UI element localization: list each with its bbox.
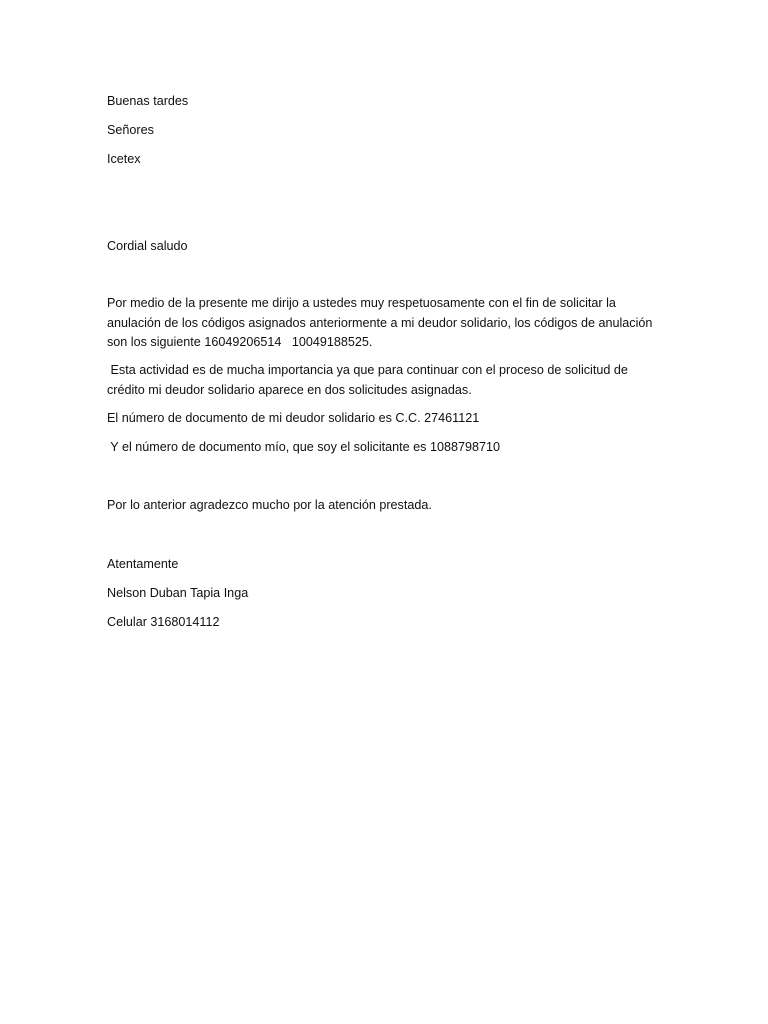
signature-name: Nelson Duban Tapia Inga [107,586,249,600]
cosigner-document: El número de documento de mi deudor solidario es C.C. 27461121 [107,411,480,425]
recipient-org: Icetex [107,152,141,166]
body-line: son los siguiente 16049206514 10049188525. [107,335,373,349]
greeting: Buenas tardes [107,94,189,108]
body-paragraph-request [107,294,667,353]
body-line: anulación de los códigos asignados anteriormente a mi deudor solidario, los códigos de anulación [107,315,653,330]
body-paragraph-importance [107,361,667,400]
body-line: Por medio de la presente me dirijo a ustedes muy respetuosamente con el fin de solicitar la [107,296,616,310]
recipient-title: Señores [107,123,154,137]
body-line: crédito mi deudor solidario aparece en dos solicitudes asignadas. [107,382,472,397]
applicant-document: Y el número de documento mío, que soy el solicitante es 1088798710 [107,440,501,454]
closing: Atentamente [107,557,179,571]
thanks-paragraph: Por lo anterior agradezco mucho por la atención prestada. [107,498,432,512]
signature-phone: Celular 3168014112 [107,615,220,629]
salutation: Cordial saludo [107,239,188,253]
body-line: Esta actividad es de mucha importancia ya que para continuar con el proceso de solicitud de [107,363,628,377]
